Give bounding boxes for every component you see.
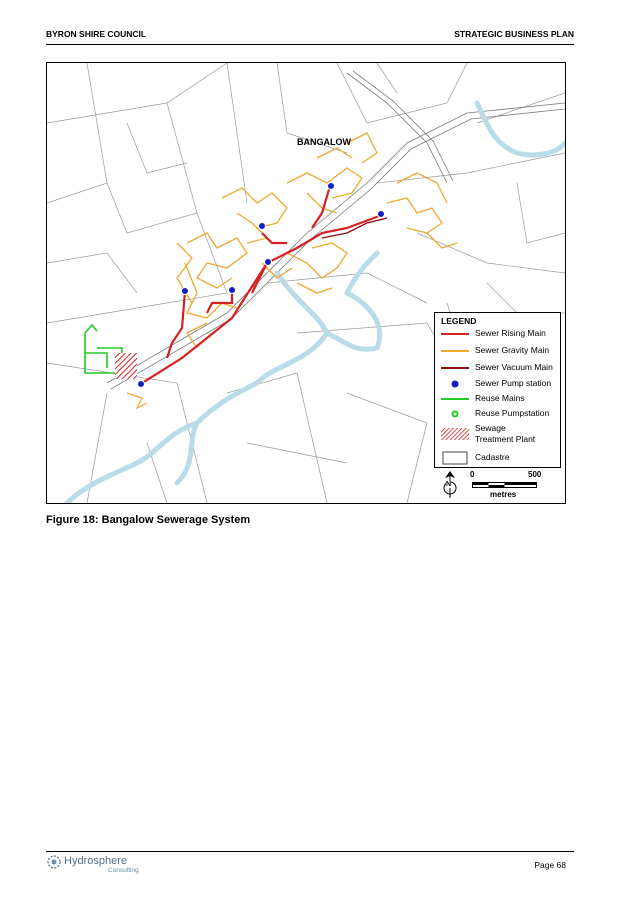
rising-main-network [139, 186, 382, 385]
north-label: N [446, 481, 452, 488]
pump-station [259, 223, 266, 230]
page-number: Page 68 [534, 860, 566, 870]
sewage-treatment-plant [115, 353, 137, 379]
stp-hatch-swatch [439, 425, 471, 445]
pump-station [138, 381, 145, 388]
legend-title: LEGEND [441, 316, 477, 326]
legend-item-vacuum-main [435, 361, 562, 375]
figure-caption: Figure 18: Bangalow Sewerage System [46, 514, 251, 526]
legend-label-line2: Treatment Plant [475, 434, 536, 444]
rising-main-swatch [439, 327, 471, 341]
legend-item-gravity-main [435, 344, 562, 358]
logo-company-subtitle: Consulting [108, 867, 139, 874]
legend-label: Cadastre [475, 452, 510, 462]
footer-divider [46, 851, 574, 852]
map-legend [434, 312, 561, 468]
header-document-title: STRATEGIC BUSINESS PLAN [454, 29, 574, 39]
pump-station [378, 211, 385, 218]
header-council-name: BYRON SHIRE COUNCIL [46, 29, 147, 39]
vacuum-main [322, 218, 387, 238]
legend-item-reuse-mains [435, 392, 562, 406]
legend-item-rising-main [435, 327, 562, 341]
legend-label: Reuse Pumpstation [475, 408, 550, 418]
logo-company-name: Hydrosphere [64, 855, 127, 867]
stp-area-gravity [127, 393, 147, 408]
header-divider [46, 44, 574, 45]
gravity-main-swatch [439, 344, 471, 358]
place-label-bangalow: BANGALOW [297, 137, 351, 147]
reuse-mains-swatch [439, 392, 471, 406]
scale-graduation [472, 481, 538, 489]
pump-station [229, 287, 236, 294]
legend-item-stp [435, 423, 562, 447]
legend-label: Sewer Vacuum Main [475, 362, 553, 372]
legend-label: Sewer Gravity Main [475, 345, 550, 355]
vacuum-main-swatch [439, 361, 471, 375]
legend-label: Sewer Pump station [475, 378, 552, 388]
pump-station-icon [439, 377, 471, 391]
legend-label: Sewer Rising Main [475, 328, 546, 338]
pump-station [182, 288, 189, 295]
hydrosphere-logo-icon [46, 854, 62, 870]
scale-start: 0 [470, 470, 475, 479]
company-logo [46, 854, 166, 878]
reuse-pumpstation-icon [439, 407, 471, 421]
legend-item-cadastre [435, 451, 562, 465]
legend-item-reuse-pumpstation [435, 407, 562, 421]
scale-end: 500 [528, 470, 542, 479]
pump-station [328, 183, 335, 190]
legend-label: Reuse Mains [475, 393, 525, 403]
scale-bar [434, 468, 561, 501]
cadastre-swatch [439, 451, 471, 465]
scale-unit: metres [490, 490, 517, 499]
legend-item-pump-station [435, 377, 562, 391]
pump-stations [138, 183, 385, 388]
pump-station [265, 259, 272, 266]
legend-label-line1: Sewage [475, 423, 506, 433]
